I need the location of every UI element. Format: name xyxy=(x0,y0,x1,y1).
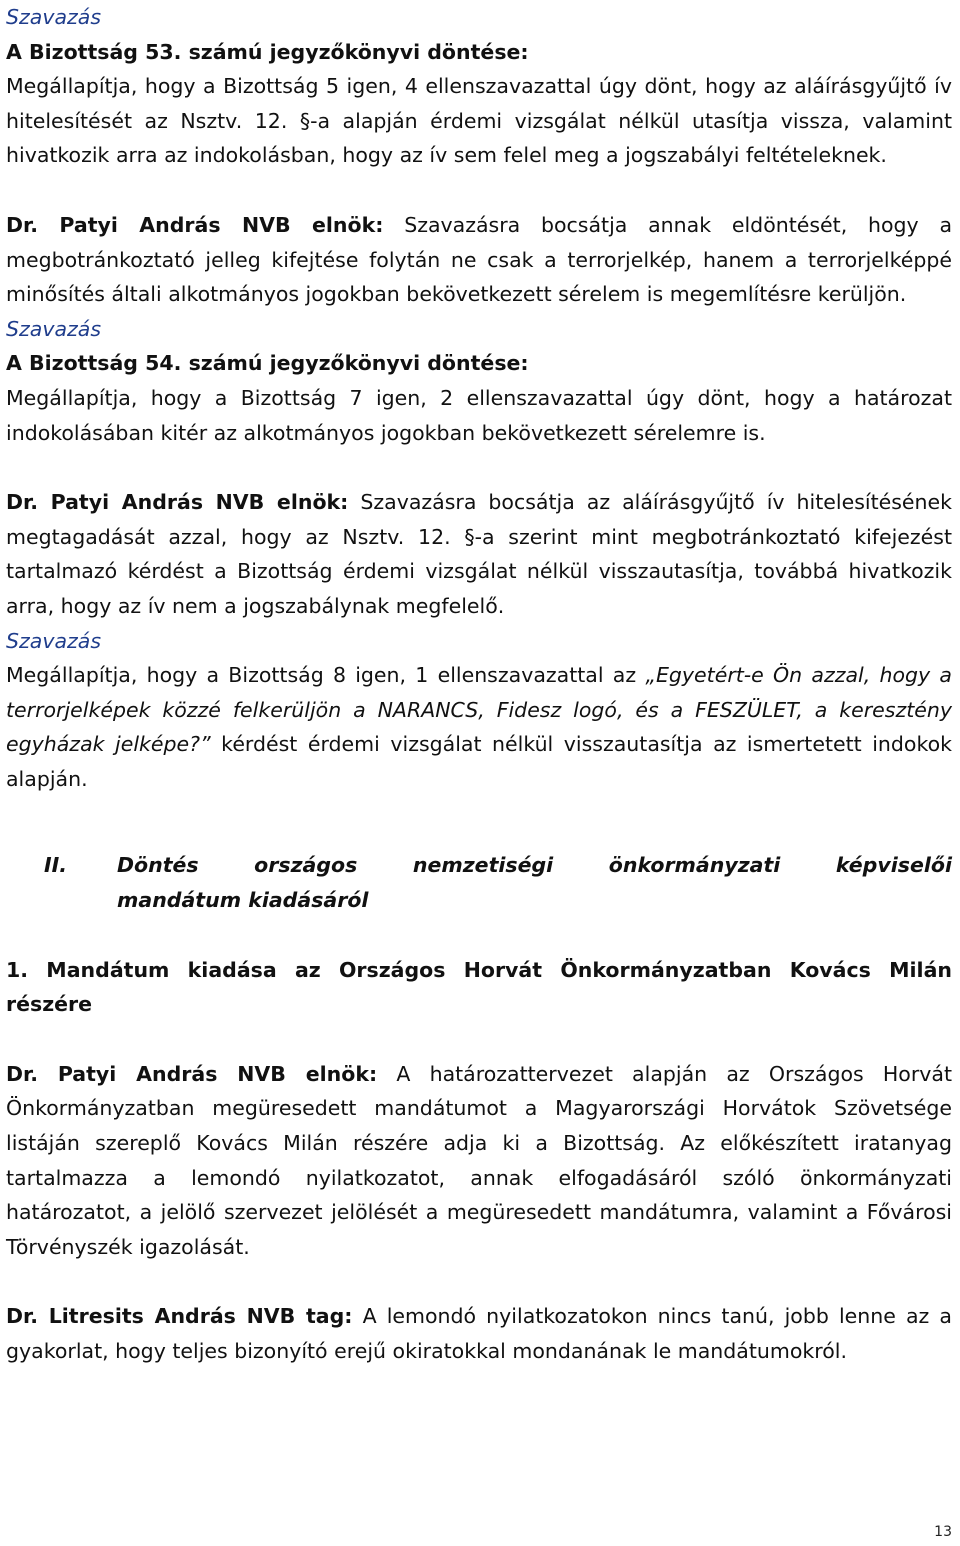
decision-text: Megállapítja, hogy a Bizottság 8 igen, 1 ellenszavazattal az „Egyetért-e Ön azzal, hogy a terrorjelképek közzé felkerüljön a NARANCS, Fidesz logó, és a FESZÜLET, a keresztény egyházak jelképe?” kérdést érdemi vizsgálat nélkül visszautasítja az ismertetett indokok alapján. xyxy=(6,663,953,791)
vote-label: Szavazás xyxy=(6,5,102,29)
page-number: 13 xyxy=(934,1524,952,1540)
decision-title: A Bizottság 53. számú jegyzőkönyvi döntése: xyxy=(6,39,529,64)
speech-text: Szavazásra bocsátja annak eldöntését, hogy a megbotránkoztató jelleg kifejtése folytán ne csak a terrorjelkép, hanem a terrorjelképpé minősítés általi alkotmányos jogokban bekövetkezett sérelem is megemlítésre kerüljön. xyxy=(6,212,953,307)
vote-label: Szavazás xyxy=(6,316,102,341)
speech-paragraph xyxy=(6,208,952,312)
decision-title: A Bizottság 54. számú jegyzőkönyvi döntése: xyxy=(6,351,529,376)
speech-text: Szavazásra bocsátja az aláírásgyűjtő ív hitelesítésének megtagadását azzal, hogy az Nsztv. 12. §-a szerint mint megbotránkoztató kifejezést tartalmazó kérdést a Bizottság érdemi vizsgálat nélkül visszautasítja, továbbá hivatkozik arra, hogy az ív nem a jogszabálynak megfelelő. xyxy=(6,490,952,618)
speech-text: A határozattervezet alapján az Országos Horvát Önkormányzatban megüresedett mandátumot a Magyarországi Horvátok Szövetsége listáján szereplő Kovács Milán részére adja ki a Bizottság. Az előkészített iratanyag tartalmazza a lemondó nyilatkozatot, annak elfogadásáról szóló önkormányzati határozatot, a jelölő szervezet jelölését a megüresedett mandátumra, valamint a Fővárosi Törvényszék igazolását. xyxy=(6,1061,952,1259)
vote-label: Szavazás xyxy=(6,628,102,653)
document-page xyxy=(6,0,952,1369)
decision-text: Megállapítja, hogy a Bizottság 5 igen, 4 ellenszavazattal úgy dönt, hogy az aláírásgyűjtő ív hitelesítését az Nsztv. 12. §-a alapján érdemi vizsgálat nélkül utasítja vissza, valamint hivatkozik arra az indokolásban, hogy az ív sem felel meg a jogszabályi feltételeknek. xyxy=(6,74,952,168)
quoted-question: „Egyetért-e Ön azzal, hogy a terrorjelképek közzé felkerüljön a NARANCS, Fidesz logó, és a FESZÜLET, a keresztény egyházak jelképe?” xyxy=(6,663,952,757)
speech-paragraph xyxy=(6,1057,952,1265)
speaker-name: Dr. Patyi András NVB elnök: xyxy=(6,490,349,515)
decision-text: Megállapítja, hogy a Bizottság 7 igen, 2 ellenszavazattal úgy dönt, hogy a határozat indokolásában kitér az alkotmányos jogokban bekövetkezett sérelemre is. xyxy=(6,385,952,445)
speaker-name: Dr. Patyi András NVB elnök: xyxy=(6,212,384,237)
section-number: II. xyxy=(44,853,68,878)
section-heading xyxy=(6,848,952,917)
speech-paragraph xyxy=(6,485,952,623)
speaker-name: Dr. Patyi András NVB elnök: xyxy=(6,1061,378,1086)
speaker-name: Dr. Litresits András NVB tag: xyxy=(6,1304,353,1329)
speech-text: A lemondó nyilatkozatokon nincs tanú, jobb lenne az a gyakorlat, hogy teljes bizonyító erejű okiratokkal mondanának le mandátumokról. xyxy=(6,1304,952,1363)
speech-paragraph xyxy=(6,1299,952,1368)
section-title: Döntés országos nemzetiségi önkormányzati képviselői mandátum kiadásáról xyxy=(117,853,952,913)
subsection-title: 1. Mandátum kiadása az Országos Horvát Önkormányzatban Kovács Milán részére xyxy=(6,957,952,1017)
